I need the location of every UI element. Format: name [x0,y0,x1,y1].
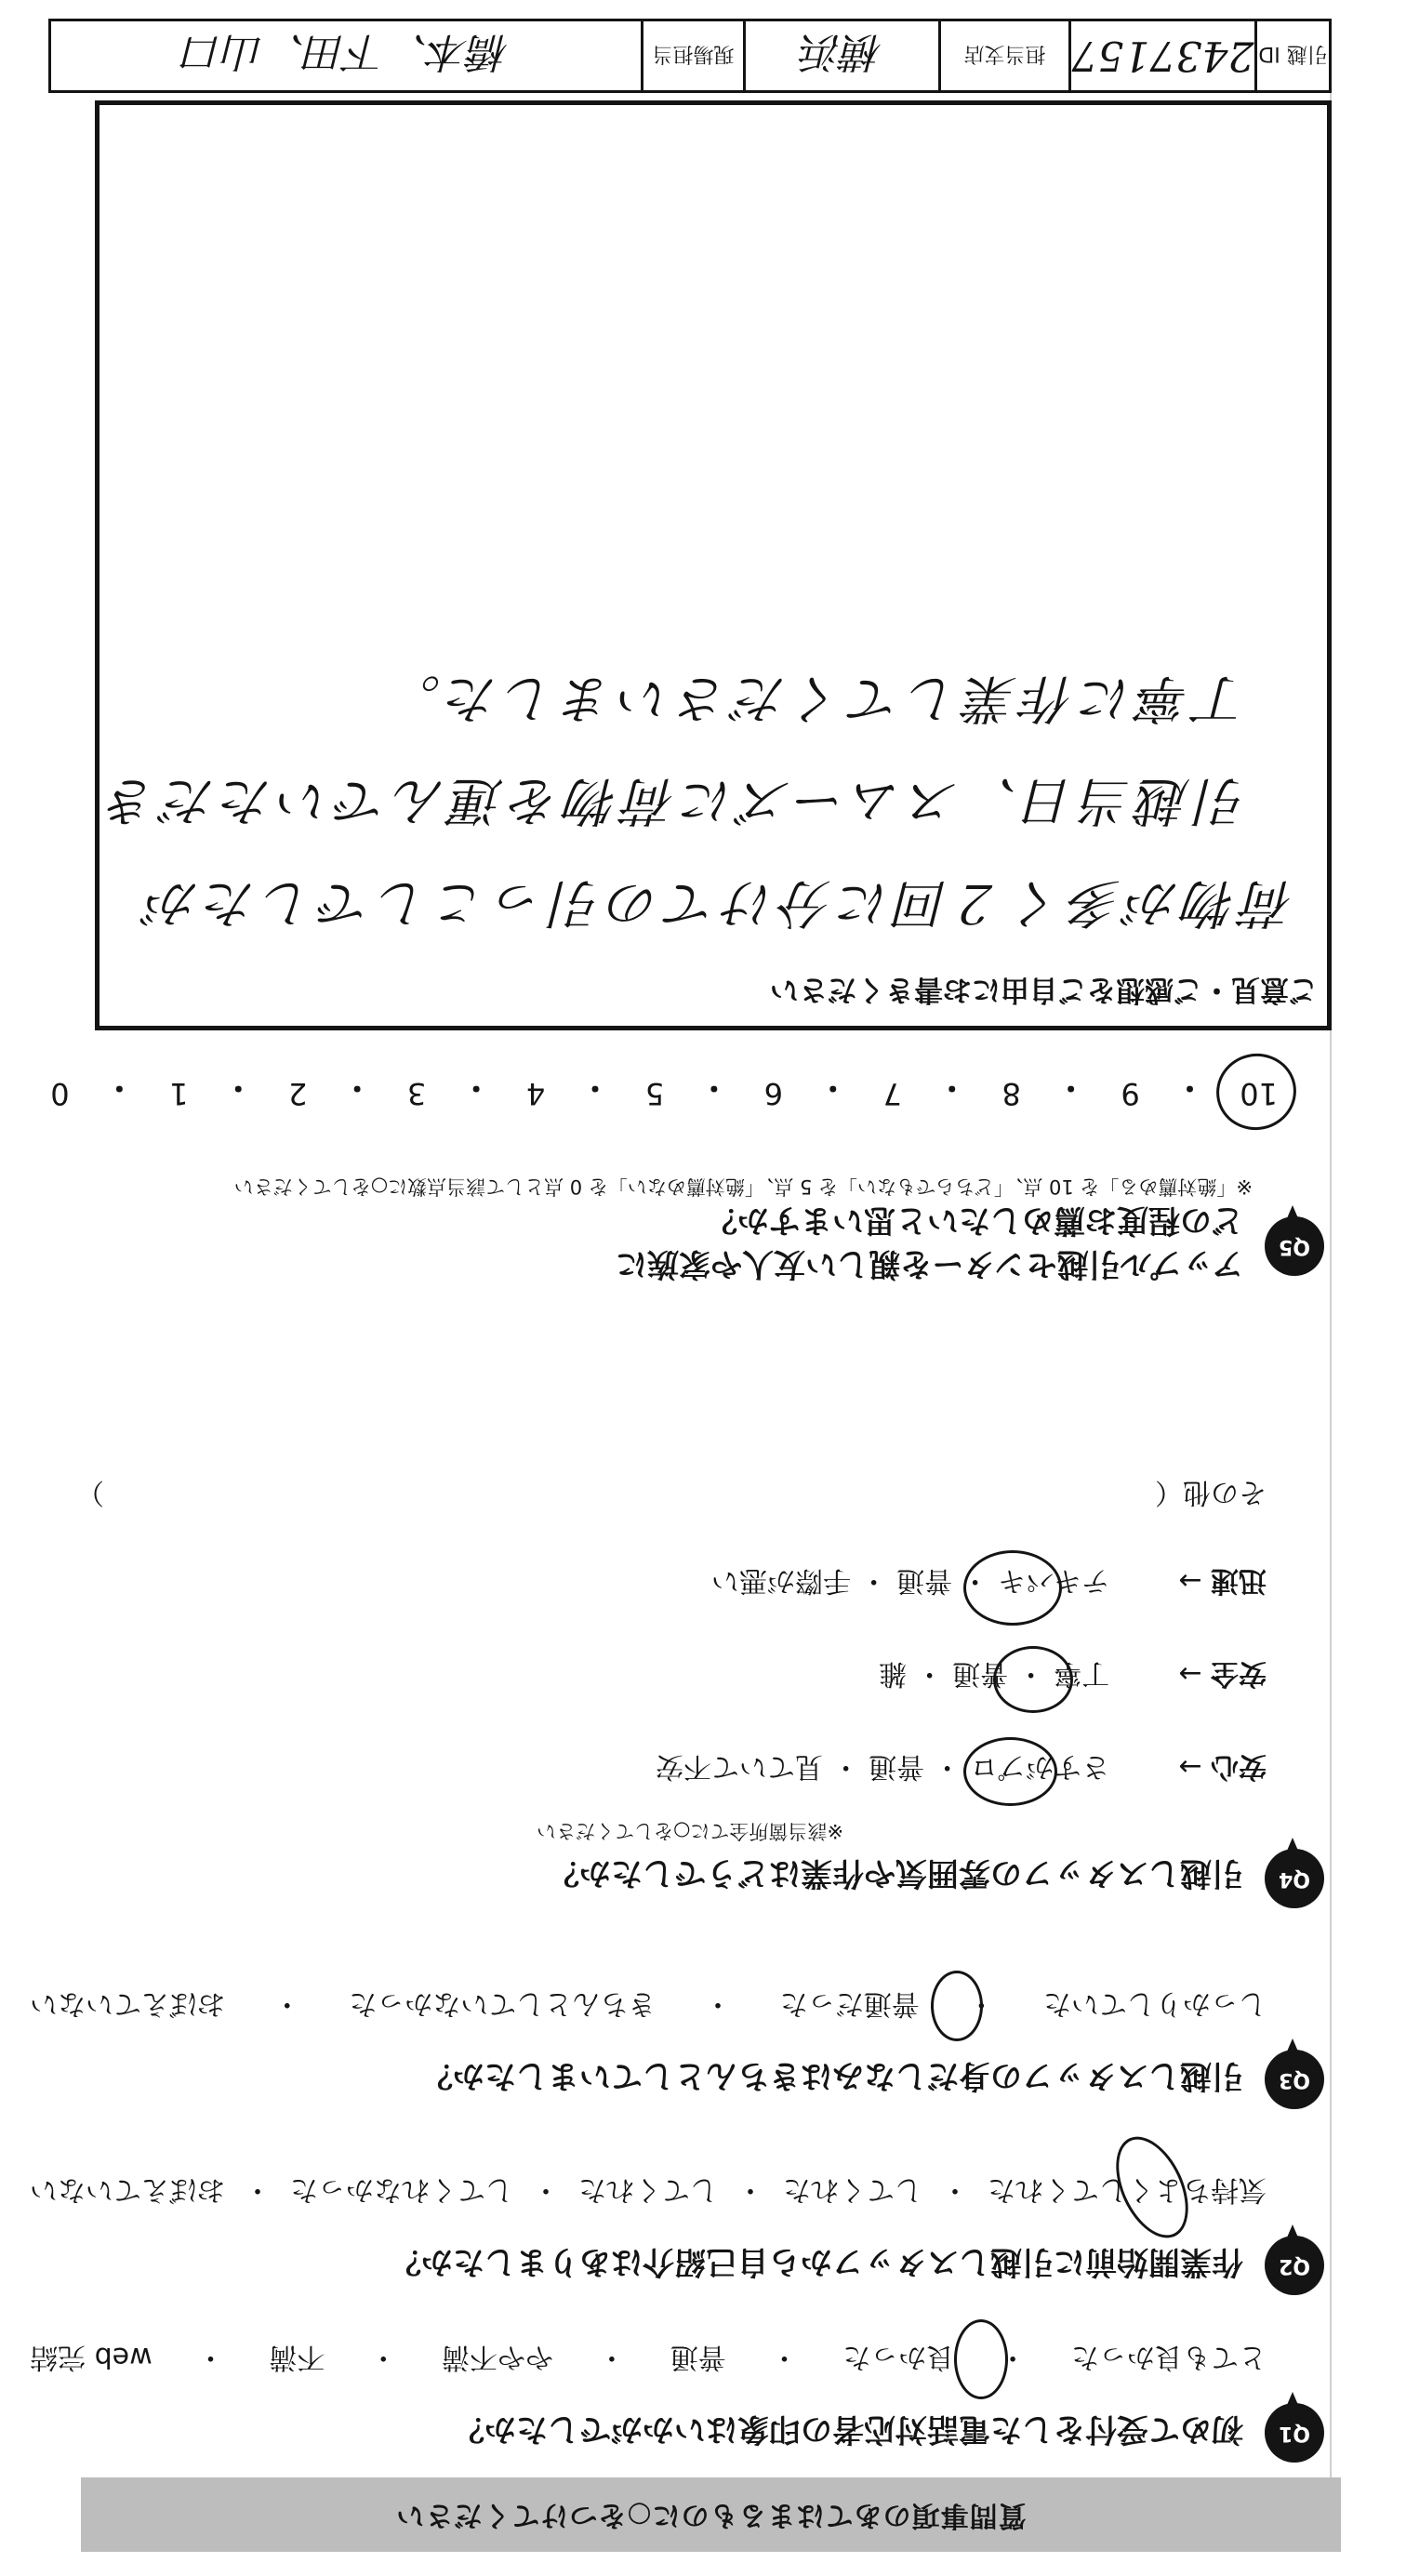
q5-note: ※「絶対薦める」を 10 点、「どちらでもない」を 5 点、「絶対薦めない」を 0 点として該当点数に○をしてください [233,1175,1253,1198]
score-0[interactable]: 0 [50,1076,70,1111]
q4-option[interactable]: 普通 [896,1564,953,1597]
q4-row-jinsoku: 迅速 → テキパキ ・ 普通 ・ 手際が悪い [711,1564,1267,1597]
score-2[interactable]: 2 [288,1076,308,1111]
q3-selection-circle [931,1971,983,2041]
q4-jinsoku-circle [963,1550,1062,1626]
q4-row-anzen: 安全 → 丁寧 ・ 普通 ・ 雑 [879,1657,1267,1690]
score-10[interactable]: 10 [1240,1076,1278,1111]
move-id-label: 引越 ID [1258,42,1328,66]
score-1[interactable]: 1 [169,1076,189,1111]
q1-option[interactable]: とても良かった [1071,2341,1267,2373]
q4-option-selected[interactable]: さすがプロ [970,1750,1110,1783]
q4-note: ※該当箇所全てに○をしてください [537,1820,843,1842]
q2-options: 気持ちよくしてくれた ・ してくれた ・ してくれた ・ してくれなかった ・ おぼえていない [30,2172,1267,2213]
q4-option[interactable]: 手際が悪い [711,1564,852,1597]
q3-options: しっかりしていた ・ 普通だった ・ きちんとしていなかった ・ おぼえていない [30,1986,1267,2027]
q4-anshin-circle [963,1737,1057,1806]
q4-other-close: ） [76,1476,104,1508]
q4-question: 引越しスタッフの雰囲気や作業はどうでしたか？ [548,1854,1243,1892]
q4-option-selected[interactable]: テキパキ [998,1564,1110,1597]
q5-score-scale: 10 ・ 9 ・ 8 ・ 7 ・ 6 ・ 5 ・ 4 ・ 3 ・ 2 ・ 1 ・ 0 [50,1070,1278,1111]
info-row [48,19,1332,93]
q3-option[interactable]: しっかりしていた [1043,1987,1267,2020]
comment-line-1: 荷物が多く２回に分けての引っこしでしたが [141,872,1294,933]
q4-option-selected[interactable]: 丁寧 [1054,1657,1110,1690]
comment-line-3: 丁寧に作業してくださいました。 [383,668,1248,728]
q2-option[interactable]: してくれた [783,2173,922,2206]
q4-anzen-circle [993,1646,1073,1713]
comment-line-2: 引越当日、スムーズに荷物を運んでいただき [99,770,1248,830]
score-6[interactable]: 6 [763,1076,784,1111]
score-5[interactable]: 5 [644,1076,665,1111]
q4-option[interactable]: 普通 [952,1657,1009,1690]
q1-option-selected[interactable]: 良かった [842,2341,955,2373]
q2-badge: Q2 [1265,2236,1324,2295]
q4-row-anshin: 安心 → さすがプロ ・ 普通 ・ 見ていて不安 [656,1750,1267,1783]
branch-label: 担当支店 [963,42,1046,66]
q1-option[interactable]: 不満 [269,2341,325,2373]
q4-row-label: 迅速 [1211,1564,1267,1597]
q3-question: 引越しスタッフの身だしなみはきちんとしていましたか？ [421,2057,1243,2094]
q1-selection-circle [954,2319,1008,2399]
score-4[interactable]: 4 [525,1076,546,1111]
q5-badge: Q5 [1265,1216,1324,1276]
score-7[interactable]: 7 [882,1076,902,1111]
q3-badge: Q3 [1265,2050,1324,2109]
q4-badge: Q4 [1265,1849,1324,1908]
score-8[interactable]: 8 [1001,1076,1021,1111]
q2-question: 作業開始前に引越しスタッフから自己紹介はありましたか？ [390,2243,1243,2280]
q3-option-selected[interactable]: 普通だった [779,1987,920,2020]
branch-value[interactable]: 横浜 [801,28,883,75]
q1-badge: Q1 [1265,2403,1324,2463]
comment-label: ご意見・ご感想をご自由にお書きください [770,973,1318,1006]
q2-option[interactable]: おぼえていない [30,2173,225,2206]
score-3[interactable]: 3 [406,1076,427,1111]
instruction-text: 質問事項のあてはまるものに○をつけてください [395,2499,1027,2531]
q5-question-line1: アップル引越センターを親しい友人や家族に [616,1245,1243,1282]
q5-question-line2: どの程度お薦めしたいと思いますか？ [706,1202,1243,1239]
q1-option[interactable]: 普通 [670,2341,726,2373]
move-id-value[interactable]: 2437157 [1071,32,1254,80]
leader-value[interactable]: 橋本、下田、山口 [182,28,510,75]
q1-option[interactable]: やや不満 [442,2341,554,2373]
q3-option[interactable]: きちんとしていなかった [349,1987,657,2020]
q1-options: とても良かった ・ 良かった ・ 普通 ・ やや不満 ・ 不満 ・ web 完結 [30,2340,1267,2381]
q2-option-selected[interactable]: 気持ちよくしてくれた [988,2173,1267,2206]
q4-row-label: 安心 [1211,1750,1267,1783]
score-9[interactable]: 9 [1121,1076,1140,1111]
q4-option[interactable]: 普通 [869,1750,925,1783]
q3-option[interactable]: おぼえていない [30,1987,226,2020]
q4-option[interactable]: 見ていて不安 [656,1750,824,1783]
q1-option[interactable]: web 完結 [30,2341,153,2373]
q4-option[interactable]: 雑 [879,1657,908,1690]
leader-label: 現場担当 [652,42,735,66]
instruction-banner [81,2477,1341,2552]
q4-row-label: 安全 [1211,1657,1267,1690]
q4-other [1155,1475,1267,1516]
q1-question: 初めて受付をした電話対応者の印象はいかがでしたか？ [453,2410,1243,2448]
q2-option[interactable]: してくれた [578,2173,718,2206]
q4-other-label: その他（ [1155,1476,1267,1508]
q2-option[interactable]: してくれなかった [290,2173,513,2206]
